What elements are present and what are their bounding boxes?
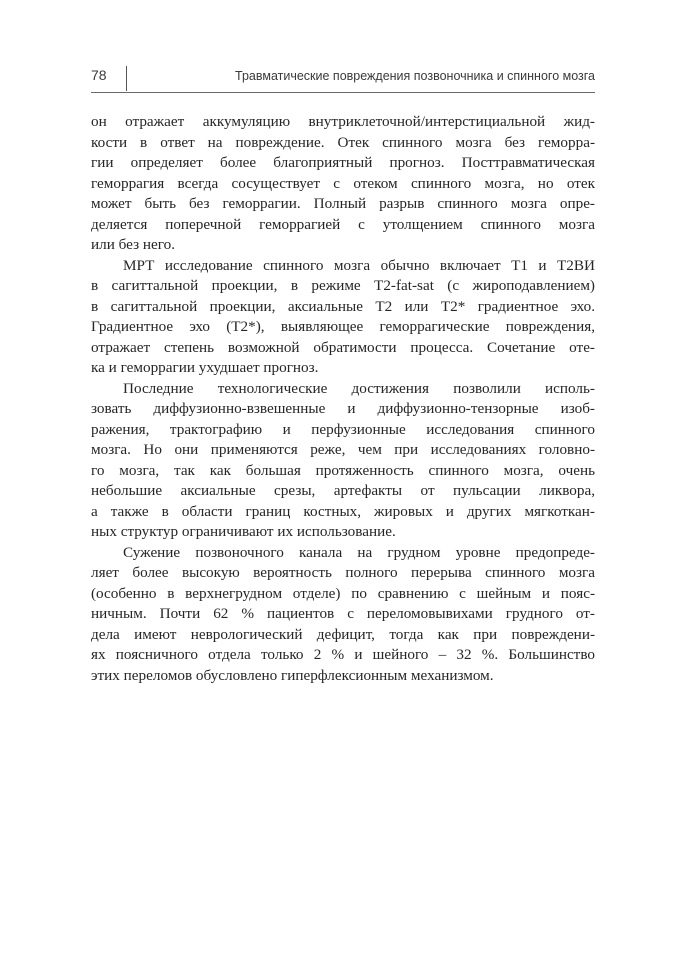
text-line: зовать диффузионно-взвешенные и диффузионно-тензорные изоб-: [91, 400, 595, 417]
text-line: Градиентное эхо (Т2*), выявляющее геморрагические повреждения,: [91, 318, 595, 335]
text-line: геморрагия всегда сосуществует с отеком спинного мозга, но отек: [91, 174, 595, 192]
page-number: 78: [91, 67, 107, 83]
text-line: Сужение позвоночного канала на грудном уровне предопреде-: [123, 543, 595, 561]
text-line: ных структур ограничивают их использование.: [91, 523, 396, 540]
text-line: ка и геморрагии ухудшает прогноз.: [91, 359, 319, 376]
paragraph-3: [91, 379, 595, 543]
text-line: го мозга, так как большая протяженность спинного мозга, очень: [91, 461, 595, 479]
text-line: деляется поперечной геморрагией с утолщением спинного мозга: [91, 215, 595, 233]
text-line: кости в ответ на повреждение. Отек спинного мозга без геморра-: [91, 133, 595, 151]
text-line: может быть без геморрагии. Полный разрыв спинного мозга опре-: [91, 195, 595, 212]
paragraph-1: [91, 112, 595, 256]
text-line: ях поясничного отдела только 2 % и шейного – 32 %. Большинство: [91, 646, 595, 663]
paragraph-2: [91, 256, 595, 379]
text-line: ничным. Почти 62 % пациентов с переломовывихами грудного от-: [91, 605, 595, 622]
text-line: Последние технологические достижения позволили исполь-: [123, 379, 595, 397]
text-line: этих переломов обусловлено гиперфлексионным механизмом.: [91, 666, 494, 684]
text-line: в сагиттальной проекции, в режиме Т2-fat-sat (с жироподавлением): [91, 277, 595, 294]
text-line: ляет более высокую вероятность полного перерыва спинного мозга: [91, 564, 595, 581]
text-line: а также в области границ костных, жировых и других мягкоткан-: [91, 502, 595, 520]
text-line: (особенно в верхнегрудном отделе) по сравнению с шейным и пояс-: [91, 584, 595, 602]
text-line: гии определяет более благоприятный прогноз. Посттравматическая: [91, 154, 595, 171]
header-divider: [126, 66, 127, 91]
text-line: ражения, трактографию и перфузионные исследования спинного: [91, 420, 595, 438]
body-text: [91, 112, 595, 686]
paragraph-4: [91, 543, 595, 687]
text-line: дела имеют неврологический дефицит, тогда как при повреждени-: [91, 625, 595, 643]
text-line: отражает степень возможной обратимости процесса. Сочетание оте-: [91, 338, 595, 356]
text-line: МРТ исследование спинного мозга обычно включает Т1 и Т2ВИ: [123, 256, 595, 274]
text-line: мозга. Но они применяются реже, чем при исследованиях головно-: [91, 441, 595, 458]
text-line: или без него.: [91, 236, 175, 253]
text-line: он отражает аккумуляцию внутриклеточной/интерстициальной жид-: [91, 113, 595, 130]
running-header: [91, 66, 595, 93]
text-line: в сагиттальной проекции, аксиальные Т2 или Т2* градиентное эхо.: [91, 297, 595, 315]
running-title: Травматические повреждения позвоночника и спинного мозга: [235, 69, 595, 83]
text-line: небольшие аксиальные срезы, артефакты от пульсации ликвора,: [91, 482, 595, 499]
